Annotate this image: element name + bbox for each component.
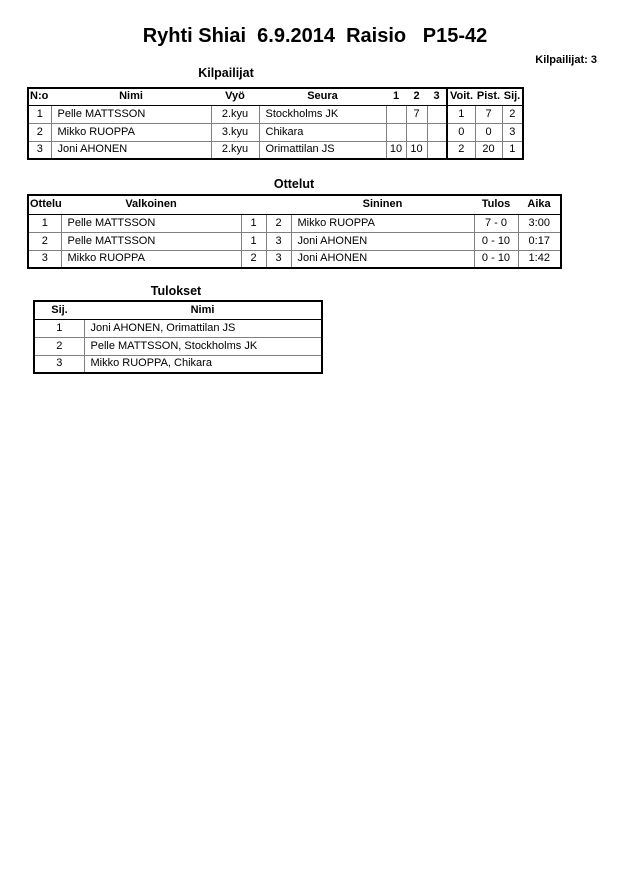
competitors-count-label: Kilpailijat: 3 [535, 54, 597, 66]
section-title-kilpailijat: Kilpailijat [198, 66, 254, 80]
col-header-sij: Sij. [502, 88, 523, 105]
col-header-nimi: Nimi [51, 88, 211, 105]
cell-name-club: Pelle MATTSSON, Stockholms JK [84, 337, 322, 355]
cell-sij: 2 [502, 105, 523, 123]
col-header-vyo: Vyö [211, 88, 259, 105]
cell-vyo: 2.kyu [211, 105, 259, 123]
cell-no: 2 [28, 123, 51, 141]
col-header-spacer [266, 195, 291, 214]
col-header-seura: Seura [259, 88, 386, 105]
cell-score-3 [427, 105, 447, 123]
section-title-ottelut: Ottelut [273, 177, 315, 191]
cell-pist: 0 [475, 123, 502, 141]
col-header-pist: Pist. [475, 88, 502, 105]
cell-result: 0 - 10 [474, 250, 518, 268]
kilpailijat-table [27, 87, 524, 160]
col-header-1: 1 [386, 88, 406, 105]
cell-result: 7 - 0 [474, 214, 518, 232]
cell-blue-name: Mikko RUOPPA [291, 214, 474, 232]
table-row [28, 214, 561, 232]
table-row [28, 123, 523, 141]
cell-white-no: 2 [241, 250, 266, 268]
section-title-tulokset: Tulokset [150, 284, 202, 298]
cell-nimi: Joni AHONEN [51, 141, 211, 159]
cell-place: 1 [34, 319, 84, 337]
cell-vyo: 2.kyu [211, 141, 259, 159]
cell-match-no: 3 [28, 250, 61, 268]
col-header-sij: Sij. [34, 301, 84, 319]
cell-score-3 [427, 141, 447, 159]
cell-blue-name: Joni AHONEN [291, 250, 474, 268]
cell-blue-no: 2 [266, 214, 291, 232]
cell-score-1 [386, 105, 406, 123]
cell-no: 3 [28, 141, 51, 159]
cell-score-3 [427, 123, 447, 141]
col-header-spacer [241, 195, 266, 214]
cell-score-1: 10 [386, 141, 406, 159]
table-row [28, 250, 561, 268]
ottelut-table [27, 194, 562, 269]
cell-time: 0:17 [518, 232, 561, 250]
cell-name-club: Mikko RUOPPA, Chikara [84, 355, 322, 373]
cell-nimi: Mikko RUOPPA [51, 123, 211, 141]
cell-pist: 20 [475, 141, 502, 159]
cell-nimi: Pelle MATTSSON [51, 105, 211, 123]
cell-score-2: 7 [406, 105, 427, 123]
col-header-voit: Voit. [447, 88, 475, 105]
tulokset-header-row [34, 301, 322, 319]
cell-white-name: Mikko RUOPPA [61, 250, 241, 268]
cell-seura: Orimattilan JS [259, 141, 386, 159]
col-header-sininen: Sininen [291, 195, 474, 214]
cell-voit: 0 [447, 123, 475, 141]
col-header-tulos: Tulos [474, 195, 518, 214]
cell-sij: 1 [502, 141, 523, 159]
cell-white-no: 1 [241, 214, 266, 232]
table-row [34, 319, 322, 337]
cell-place: 2 [34, 337, 84, 355]
cell-sij: 3 [502, 123, 523, 141]
col-header-2: 2 [406, 88, 427, 105]
cell-place: 3 [34, 355, 84, 373]
cell-no: 1 [28, 105, 51, 123]
cell-time: 1:42 [518, 250, 561, 268]
cell-score-2 [406, 123, 427, 141]
cell-white-name: Pelle MATTSSON [61, 214, 241, 232]
cell-name-club: Joni AHONEN, Orimattilan JS [84, 319, 322, 337]
cell-score-1 [386, 123, 406, 141]
col-header-ottelu: Ottelu [28, 195, 61, 214]
cell-voit: 1 [447, 105, 475, 123]
cell-match-no: 1 [28, 214, 61, 232]
col-header-3: 3 [427, 88, 447, 105]
col-header-aika: Aika [518, 195, 561, 214]
cell-result: 0 - 10 [474, 232, 518, 250]
tulokset-table [33, 300, 323, 374]
cell-blue-no: 3 [266, 232, 291, 250]
col-header-nimi: Nimi [84, 301, 322, 319]
table-row [34, 337, 322, 355]
table-row [28, 105, 523, 123]
col-header-no: N:o [28, 88, 51, 105]
ottelut-header-row [28, 195, 561, 214]
table-row [34, 355, 322, 373]
cell-white-name: Pelle MATTSSON [61, 232, 241, 250]
cell-pist: 7 [475, 105, 502, 123]
cell-seura: Stockholms JK [259, 105, 386, 123]
page-title: Ryhti Shiai 6.9.2014 Raisio P15-42 [142, 25, 488, 47]
cell-time: 3:00 [518, 214, 561, 232]
table-row [28, 141, 523, 159]
cell-voit: 2 [447, 141, 475, 159]
col-header-valkoinen: Valkoinen [61, 195, 241, 214]
kilpailijat-header-row [28, 88, 523, 105]
cell-score-2: 10 [406, 141, 427, 159]
cell-blue-no: 3 [266, 250, 291, 268]
cell-blue-name: Joni AHONEN [291, 232, 474, 250]
cell-match-no: 2 [28, 232, 61, 250]
cell-seura: Chikara [259, 123, 386, 141]
table-row [28, 232, 561, 250]
cell-white-no: 1 [241, 232, 266, 250]
cell-vyo: 3.kyu [211, 123, 259, 141]
